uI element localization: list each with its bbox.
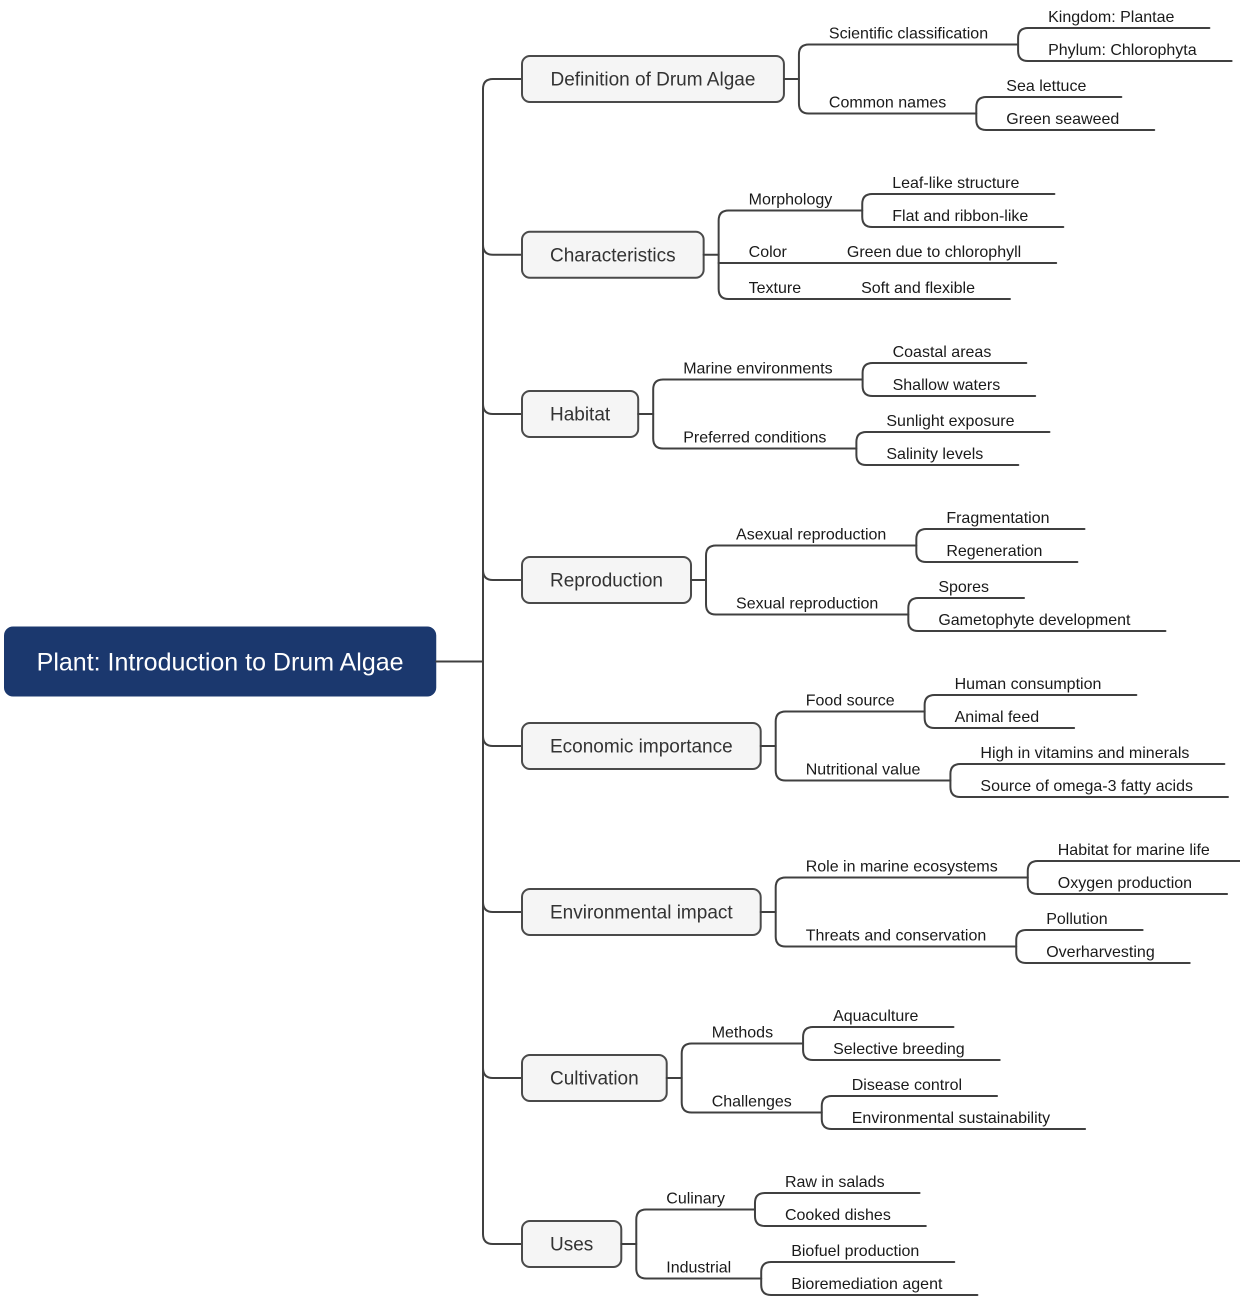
children-bracket	[976, 97, 986, 130]
leaf-label-human-consumption[interactable]: Human consumption	[954, 676, 1102, 693]
subtopic-label-common-names[interactable]: Common names	[828, 94, 947, 112]
leaf-label-biofuel-production[interactable]: Biofuel production	[791, 1243, 920, 1260]
children-bracket	[682, 1044, 692, 1113]
leaf-label-green-due-to-chlorophyll[interactable]: Green due to chlorophyll	[846, 244, 1022, 261]
branch-label-definition-of-drum-algae[interactable]: Definition of Drum Algae	[550, 69, 756, 91]
children-bracket	[776, 712, 786, 781]
children-bracket	[863, 363, 873, 396]
leaf-label-disease-control[interactable]: Disease control	[851, 1077, 963, 1094]
leaf-label-selective-breeding[interactable]: Selective breeding	[833, 1041, 965, 1058]
leaf-label-fragmentation[interactable]: Fragmentation	[946, 510, 1050, 527]
leaf-label-pollution[interactable]: Pollution	[1046, 911, 1108, 928]
leaf-label-habitat-for-marine-life[interactable]: Habitat for marine life	[1057, 842, 1210, 859]
branch-elbow	[483, 1068, 522, 1078]
leaf-label-kingdom-plantae[interactable]: Kingdom: Plantae	[1048, 9, 1175, 26]
children-bracket	[719, 211, 729, 300]
children-bracket	[925, 695, 935, 728]
leaf-label-coastal-areas[interactable]: Coastal areas	[892, 344, 992, 361]
leaf-label-overharvesting[interactable]: Overharvesting	[1046, 944, 1155, 961]
branch-elbow	[483, 1234, 522, 1244]
branch-label-characteristics[interactable]: Characteristics	[549, 245, 676, 267]
leaf-label-animal-feed[interactable]: Animal feed	[954, 709, 1040, 726]
children-bracket	[1028, 861, 1038, 894]
children-bracket	[822, 1096, 832, 1129]
leaf-label-green-seaweed[interactable]: Green seaweed	[1006, 111, 1120, 128]
leaf-label-phylum-chlorophyta[interactable]: Phylum: Chlorophyta	[1048, 42, 1197, 59]
leaf-label-shallow-waters[interactable]: Shallow waters	[892, 377, 1001, 394]
subtopic-label-role-in-marine-ecosystems[interactable]: Role in marine ecosystems	[805, 858, 998, 876]
subtopic-label-texture[interactable]: Texture	[748, 280, 802, 297]
leaf-label-raw-in-salads[interactable]: Raw in salads	[784, 1174, 885, 1191]
children-bracket	[862, 194, 872, 227]
branch-label-economic-importance[interactable]: Economic importance	[549, 736, 733, 758]
subtopic-label-scientific-classification[interactable]: Scientific classification	[828, 25, 989, 43]
leaf-label-soft-and-flexible[interactable]: Soft and flexible	[861, 280, 975, 297]
leaf-label-salinity-levels[interactable]: Salinity levels	[886, 446, 984, 463]
leaf-label-sunlight-exposure[interactable]: Sunlight exposure	[886, 413, 1015, 430]
subtopic-label-threats-and-conservation[interactable]: Threats and conservation	[805, 927, 987, 945]
leaf-label-leaf-like-structure[interactable]: Leaf-like structure	[892, 175, 1020, 192]
subtopic-label-color[interactable]: Color	[748, 244, 787, 261]
leaf-label-bioremediation-agent[interactable]: Bioremediation agent	[791, 1276, 943, 1293]
root-node-label[interactable]: Plant: Introduction to Drum Algae	[36, 648, 404, 677]
leaf-label-source-of-omega-3-fatty-acids[interactable]: Source of omega-3 fatty acids	[980, 778, 1193, 795]
children-bracket	[1016, 930, 1026, 963]
branch-elbow	[483, 245, 522, 255]
branch-label-cultivation[interactable]: Cultivation	[549, 1068, 639, 1090]
subtopic-label-methods[interactable]: Methods	[711, 1024, 774, 1042]
branch-elbow	[483, 736, 522, 746]
leaf-label-aquaculture[interactable]: Aquaculture	[833, 1008, 919, 1025]
subtopic-label-asexual-reproduction[interactable]: Asexual reproduction	[736, 526, 887, 544]
children-bracket	[803, 1027, 813, 1060]
children-bracket	[776, 878, 786, 947]
leaf-label-flat-and-ribbon-like[interactable]: Flat and ribbon-like	[892, 208, 1029, 225]
leaf-label-oxygen-production[interactable]: Oxygen production	[1057, 875, 1193, 892]
leaf-label-high-in-vitamins-and-minerals[interactable]: High in vitamins and minerals	[980, 745, 1190, 762]
subtopic-label-preferred-conditions[interactable]: Preferred conditions	[683, 429, 827, 447]
leaf-label-spores[interactable]: Spores	[938, 579, 990, 596]
subtopic-label-challenges[interactable]: Challenges	[711, 1093, 792, 1111]
subtopic-label-culinary[interactable]: Culinary	[666, 1190, 725, 1208]
leaf-label-cooked-dishes[interactable]: Cooked dishes	[784, 1207, 891, 1224]
children-bracket	[761, 1262, 771, 1295]
children-bracket	[908, 598, 918, 631]
leaf-label-environmental-sustainability[interactable]: Environmental sustainability	[851, 1110, 1051, 1127]
subtopic-label-sexual-reproduction[interactable]: Sexual reproduction	[736, 595, 879, 613]
children-bracket	[856, 432, 866, 465]
branch-elbow	[483, 570, 522, 580]
children-bracket	[653, 380, 663, 449]
children-bracket	[1018, 28, 1028, 61]
branch-elbow	[483, 404, 522, 414]
subtopic-label-food-source[interactable]: Food source	[805, 692, 895, 710]
branch-elbow	[483, 902, 522, 912]
branch-label-environmental-impact[interactable]: Environmental impact	[549, 902, 733, 924]
leaf-label-regeneration[interactable]: Regeneration	[946, 543, 1043, 560]
children-bracket	[636, 1210, 646, 1279]
branch-label-uses[interactable]: Uses	[549, 1234, 594, 1256]
children-bracket	[755, 1193, 765, 1226]
subtopic-label-marine-environments[interactable]: Marine environments	[683, 360, 833, 378]
children-bracket	[950, 764, 960, 797]
children-bracket	[799, 45, 809, 114]
branch-label-habitat[interactable]: Habitat	[549, 404, 611, 426]
leaf-label-sea-lettuce[interactable]: Sea lettuce	[1006, 78, 1087, 95]
subtopic-label-industrial[interactable]: Industrial	[666, 1259, 732, 1277]
children-bracket	[916, 529, 926, 562]
children-bracket	[706, 546, 716, 615]
subtopic-label-morphology[interactable]: Morphology	[748, 191, 833, 209]
branch-label-reproduction[interactable]: Reproduction	[549, 570, 664, 592]
leaf-label-gametophyte-development[interactable]: Gametophyte development	[938, 612, 1131, 629]
subtopic-label-nutritional-value[interactable]: Nutritional value	[805, 761, 921, 779]
branch-elbow	[483, 79, 522, 89]
